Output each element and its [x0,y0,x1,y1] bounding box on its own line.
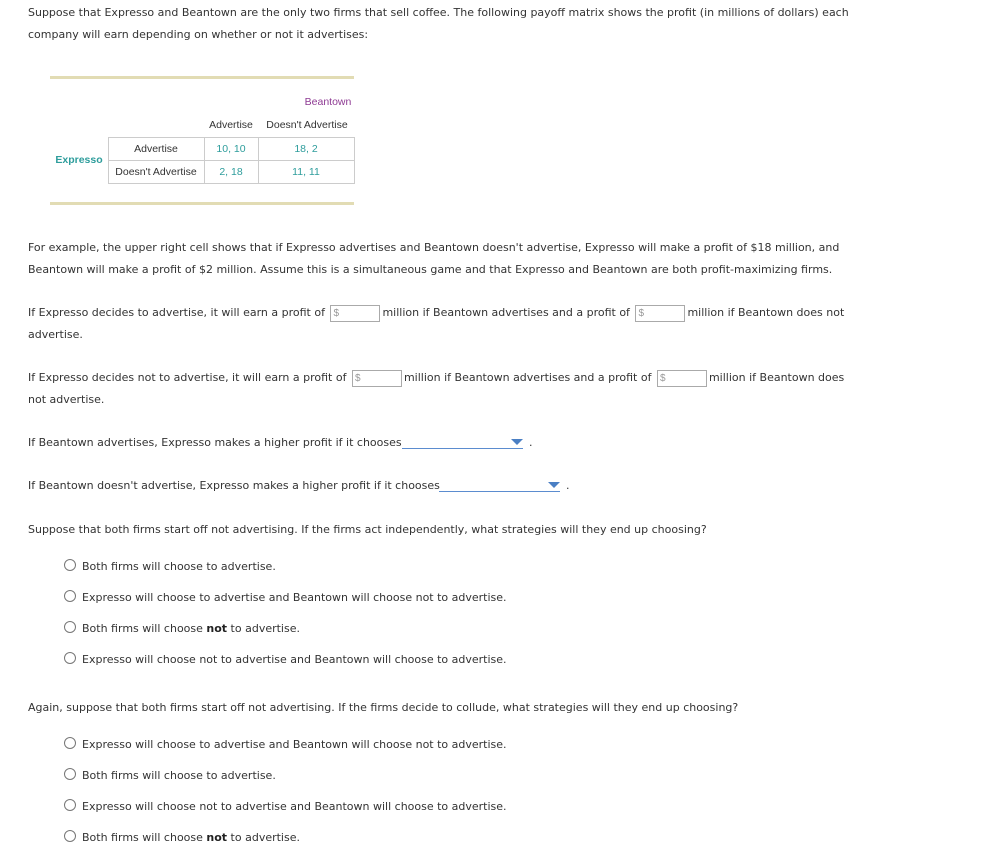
profit-input-adv-noadv[interactable] [635,305,685,322]
example-text: For example, the upper right cell shows that if Expresso advertises and Beantown doesn't advertise, Expresso will make a profit of $18 million, and Beantown will make a profit of $2 million. Assume this is a simultaneous game and that Expresso and Beantown are both profit-maximizing firms. [28,241,840,276]
radio-option[interactable]: Both firms will choose not to advertise. [64,830,300,846]
radio-button-icon[interactable] [64,799,76,811]
radio-button-icon[interactable] [64,768,76,780]
question-not-advertise-profits: If Expresso decides not to advertise, it will earn a profit of $ million if Beantown advertises and a profit of $ million if Beantown does not advertise. [28,371,845,406]
col-header-advertise: Advertise [209,119,253,131]
period: . [529,436,533,449]
grid-line [108,160,354,161]
radio-option[interactable]: Expresso will choose to advertise and Beantown will choose not to advertise. [64,737,507,753]
radio-option[interactable]: Expresso will choose not to advertise and Beantown will choose to advertise. [64,652,507,668]
dollar-sign: $ [659,372,666,384]
profit-input-noadv-noadv[interactable] [657,370,707,387]
grid-line [204,137,205,184]
intro-text: Suppose that Expresso and Beantown are the only two firms that sell coffee. The following payoff matrix shows the profit (in millions of dollars) each company will earn depending on whether or not it advertises: [28,6,849,41]
profit-field[interactable] [362,372,400,385]
dollar-sign: $ [333,307,340,319]
radio-option[interactable]: Expresso will choose to advertise and Beantown will choose not to advertise. [64,590,507,606]
radio-button-icon[interactable] [64,621,76,633]
dropdown-arrow-icon [511,439,523,445]
grid-line [108,183,354,184]
dropdown-arrow-icon [548,482,560,488]
question-beantown-advertises: If Beantown advertises, Expresso makes a higher profit if it chooses [28,436,402,449]
row-player-label: Expresso [55,154,103,166]
profit-input-noadv-adv[interactable] [352,370,402,387]
cell-adv-noadv: 18, 2 [294,143,318,155]
col-player-label: Beantown [304,96,352,108]
dollar-sign: $ [354,372,361,384]
strategy-dropdown-beantown-not-advertise[interactable] [439,479,560,492]
radio-button-icon[interactable] [64,559,76,571]
profit-input-adv-adv[interactable] [330,305,380,322]
radio-option[interactable]: Expresso will choose not to advertise and Beantown will choose to advertise. [64,799,507,815]
radio-option[interactable]: Both firms will choose not to advertise. [64,621,300,637]
radio-button-icon[interactable] [64,737,76,749]
profit-field[interactable] [340,307,378,320]
strategy-dropdown-beantown-advertises[interactable] [402,436,523,449]
payoff-matrix [50,76,354,205]
question-independent: Suppose that both firms start off not advertising. If the firms act independently, what strategies will they end up choosing? [28,523,707,536]
cell-noadv-adv: 2, 18 [219,166,243,178]
radio-option[interactable]: Both firms will choose to advertise. [64,559,276,575]
grid-line [108,137,354,138]
radio-button-icon[interactable] [64,830,76,842]
row-header-dont-advertise: Doesn't Advertise [115,166,197,178]
cell-noadv-noadv: 11, 11 [292,166,320,178]
radio-button-icon[interactable] [64,652,76,664]
radio-option[interactable]: Both firms will choose to advertise. [64,768,276,784]
question-collude: Again, suppose that both firms start off not advertising. If the firms decide to collude, what strategies will they end up choosing? [28,701,739,714]
question-beantown-not-advertise: If Beantown doesn't advertise, Expresso makes a higher profit if it chooses [28,479,440,492]
cell-adv-adv: 10, 10 [216,143,246,155]
radio-button-icon[interactable] [64,590,76,602]
profit-field[interactable] [645,307,683,320]
grid-line [108,137,109,184]
profit-field[interactable] [667,372,705,385]
col-header-dont-advertise: Doesn't Advertise [266,119,348,131]
period: . [566,479,570,492]
grid-line [354,137,355,184]
grid-line [258,137,259,184]
question-advertise-profits: If Expresso decides to advertise, it will earn a profit of $ million if Beantown advertises and a profit of $ million if Beantown does not advertise. [28,306,845,341]
row-header-advertise: Advertise [134,143,178,155]
dollar-sign: $ [638,307,644,319]
